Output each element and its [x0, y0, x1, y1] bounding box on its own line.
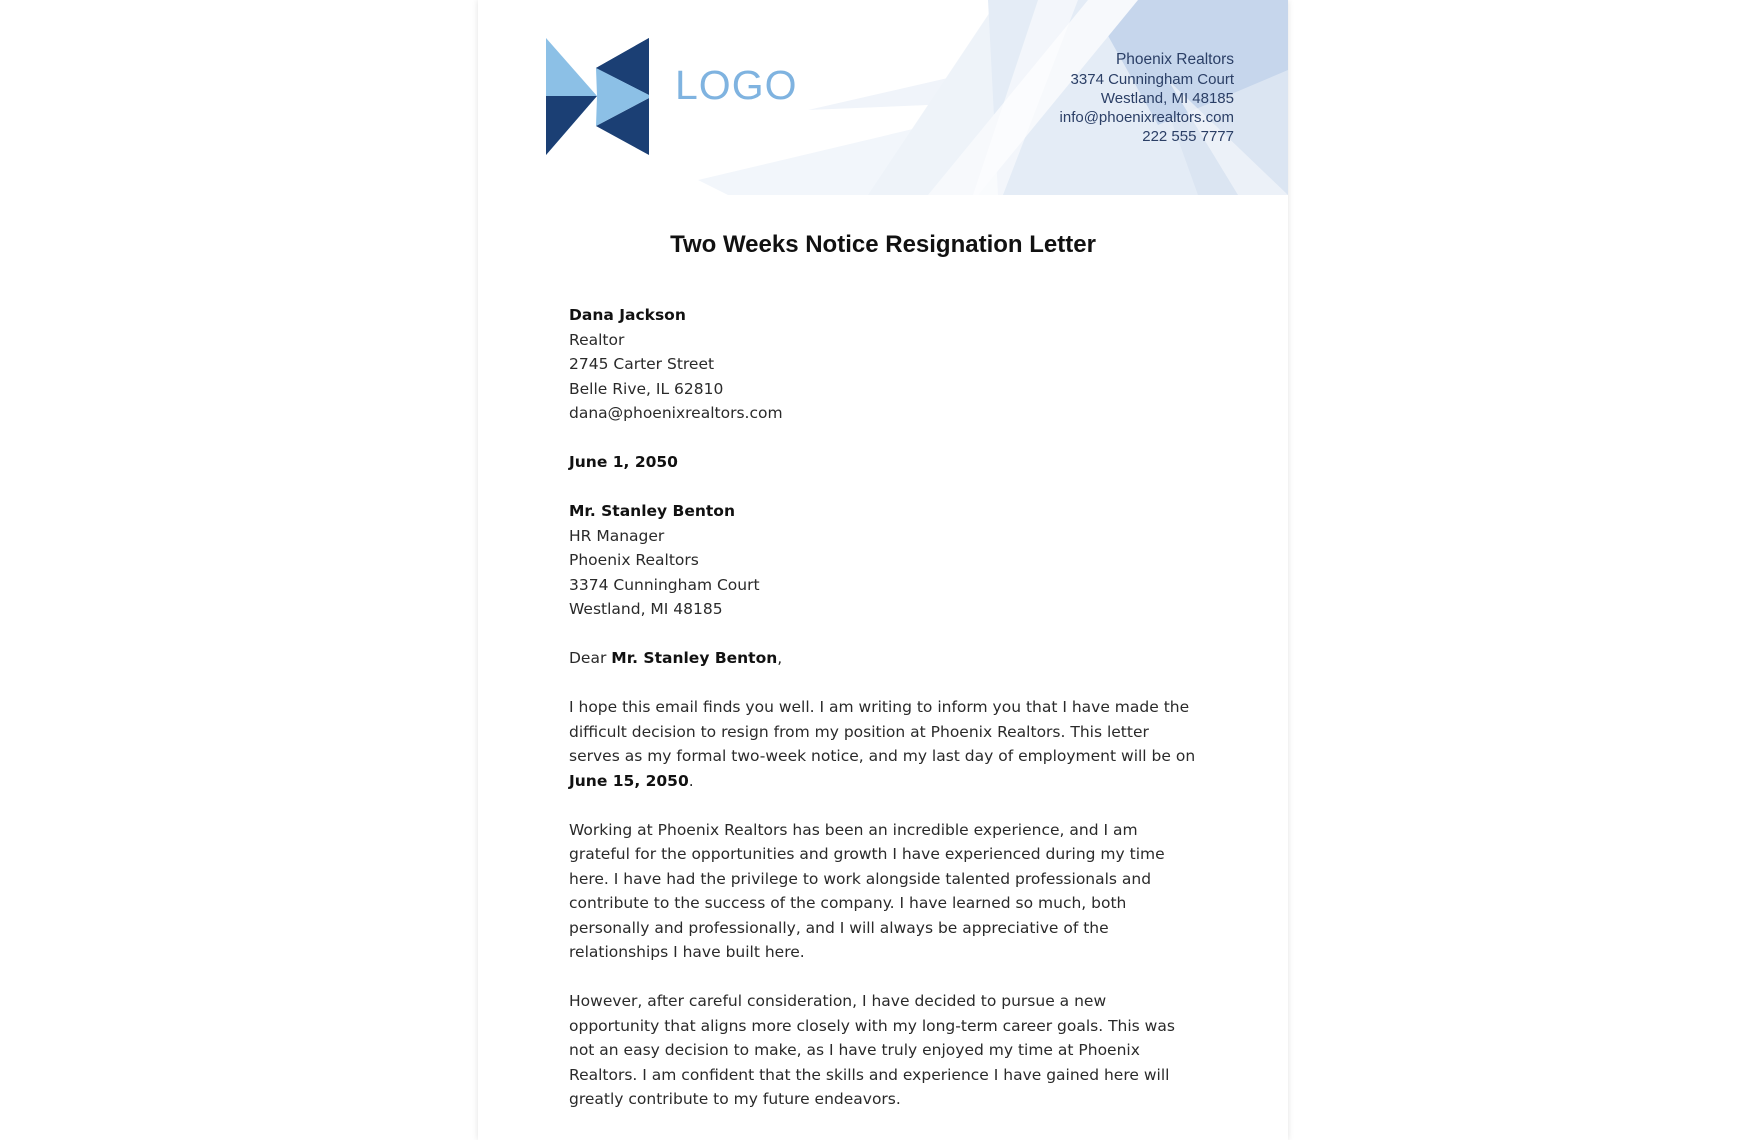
- letter-body: [569, 303, 1199, 1112]
- paragraph-line: [569, 769, 1199, 794]
- recipient-street: 3374 Cunningham Court: [569, 575, 760, 594]
- logo-text: LOGO: [675, 62, 798, 108]
- company-street: 3374 Cunningham Court: [1070, 71, 1234, 88]
- paragraph-line: However, after careful consideration, I have decided to pursue a new: [569, 992, 1107, 1010]
- paragraph-2: [569, 818, 1199, 965]
- paragraph-line: I hope this email finds you well. I am writing to inform you that I have made the: [569, 698, 1190, 716]
- paragraph-line: here. I have had the privilege to work alongside talented professionals and: [569, 869, 1152, 888]
- paragraph-line: contribute to the success of the company. I have learned so much, both: [569, 894, 1127, 912]
- paragraph-line: not an easy decision to make, as I have truly enjoyed my time at Phoenix: [569, 1041, 1140, 1059]
- last-day-date: June 15, 2050: [569, 771, 689, 790]
- last-day-suffix: .: [688, 771, 694, 790]
- recipient-city: Westland, MI 48185: [569, 600, 723, 618]
- sender-role: Realtor: [569, 330, 625, 349]
- sender-name: Dana Jackson: [569, 306, 686, 324]
- salutation-name: Mr. Stanley Benton: [611, 649, 778, 667]
- salutation-suffix: ,: [777, 649, 783, 667]
- recipient-name: Mr. Stanley Benton: [569, 502, 735, 520]
- company-name: Phoenix Realtors: [1115, 51, 1234, 68]
- company-email: info@phoenixrealtors.com: [1059, 109, 1234, 126]
- company-city: Westland, MI 48185: [1100, 90, 1234, 107]
- paragraph-line: Working at Phoenix Realtors has been an incredible experience, and I am: [569, 820, 1138, 839]
- salutation-prefix: Dear: [569, 649, 612, 667]
- letter-page: [478, 0, 1288, 1140]
- sender-email: dana@phoenixrealtors.com: [569, 404, 783, 422]
- recipient-role: HR Manager: [569, 526, 665, 545]
- recipient-company: Phoenix Realtors: [569, 551, 699, 569]
- letter-title: Two Weeks Notice Resignation Letter: [670, 231, 1096, 258]
- sender-street: 2745 Carter Street: [569, 355, 715, 373]
- paragraph-line: serves as my formal two-week notice, and my last day of employment will be on: [569, 747, 1196, 765]
- paragraph-3: [569, 989, 1199, 1112]
- paragraph-line: grateful for the opportunities and growth I have experienced during my time: [569, 845, 1165, 863]
- letter-date: June 1, 2050: [569, 453, 678, 471]
- paragraph-line: opportunity that aligns more closely with my long-term career goals. This was: [569, 1016, 1175, 1035]
- salutation: [569, 646, 1199, 671]
- company-phone: 222 555 7777: [1142, 128, 1234, 145]
- paragraph-line: Realtors. I am confident that the skills and experience I have gained here will: [569, 1065, 1170, 1084]
- logo-mark-icon: [546, 38, 649, 155]
- paragraph-1: [569, 695, 1199, 793]
- paragraph-line: relationships I have built here.: [569, 943, 805, 961]
- paragraph-line: personally and professionally, and I will always be appreciative of the: [569, 918, 1109, 937]
- sender-city: Belle Rive, IL 62810: [569, 379, 724, 398]
- paragraph-line: difficult decision to resign from my position at Phoenix Realtors. This letter: [569, 722, 1149, 741]
- company-contact: [1060, 50, 1234, 146]
- paragraph-line: greatly contribute to my future endeavors.: [569, 1090, 901, 1108]
